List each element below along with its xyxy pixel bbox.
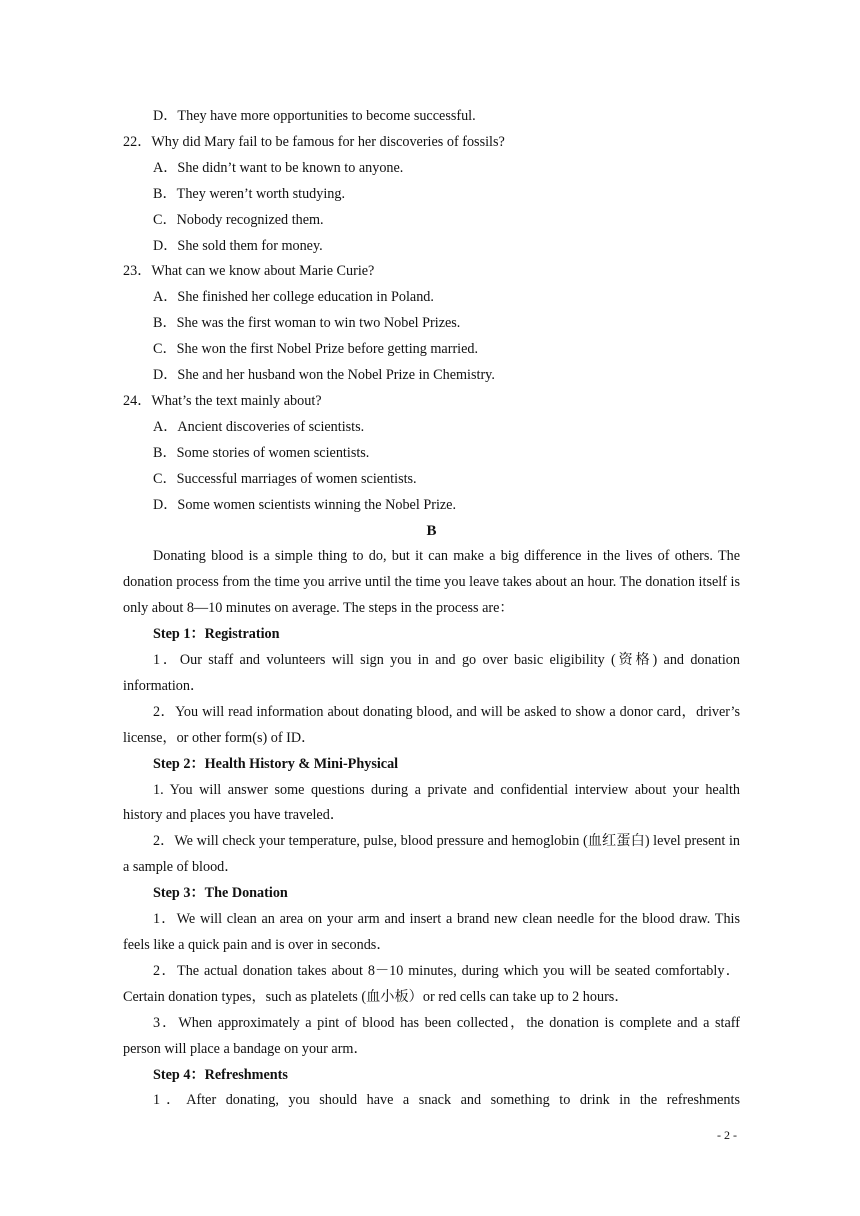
step1-paragraph-2: 2．You will read information about donating blood, and will be asked to show a donor card，driver’s license，or other form(s) of ID． xyxy=(123,703,740,746)
q23-question: 23．What can we know about Marie Curie? xyxy=(123,263,375,280)
section-b-intro: Donating blood is a simple thing to do, but it can make a big difference in the lives of others. The donation process from the time you arrive until the time you leave takes about an hour. The donation itself is only about 8—10 minutes on average. The steps in the process are： xyxy=(123,548,740,617)
step3-title: Step 3：The Donation xyxy=(153,885,288,902)
q23-option-c: C．She won the first Nobel Prize before getting married. xyxy=(153,341,479,358)
step1-title: Step 1：Registration xyxy=(153,626,280,643)
page-number: - 2 - xyxy=(717,1128,737,1142)
q22-option-d: D．She sold them for money. xyxy=(153,237,323,254)
step2-title: Step 2：Health History & Mini-Physical xyxy=(153,755,399,772)
q24-option-c: C．Successful marriages of women scientists. xyxy=(153,470,417,487)
q22-option-c: C．Nobody recognized them. xyxy=(153,211,324,228)
step2-paragraph-2: 2．We will check your temperature, pulse, blood pressure and hemoglobin (血红蛋白) level present in a sample of blood． xyxy=(123,833,740,876)
q22-option-a: A．She didn’t want to be known to anyone. xyxy=(153,159,404,176)
step2-paragraph-1: 1. You will answer some questions during a private and confidential interview about your health history and places you have traveled． xyxy=(123,781,740,824)
page-content xyxy=(123,104,740,1114)
q23-option-b: B．She was the first woman to win two Nobel Prizes. xyxy=(153,315,461,332)
q22-question: 22．Why did Mary fail to be famous for her discoveries of fossils? xyxy=(123,133,505,150)
step3-paragraph-3: 3．When approximately a pint of blood has been collected，the donation is complete and a staff person will place a bandage on your arm． xyxy=(123,1014,740,1057)
q22-option-b: B．They weren’t worth studying. xyxy=(153,185,346,202)
q23-option-a: A．She finished her college education in Poland. xyxy=(153,289,434,306)
q21-option-d: D．They have more opportunities to become successful. xyxy=(153,108,476,124)
step3-paragraph-1: 1．We will clean an area on your arm and insert a brand new clean needle for the blood draw. This feels like a quick pain and is over in seconds． xyxy=(123,911,740,953)
step3-paragraph-2: 2．The actual donation takes about 8－10 minutes, during which you will be seated comfortably．Certain donation types，such as platelets (血小板）or red cells can take up to 2 hours． xyxy=(123,962,740,1005)
q24-option-a: A．Ancient discoveries of scientists. xyxy=(153,418,365,435)
q24-option-b: B．Some stories of women scientists. xyxy=(153,444,370,461)
step4-title: Step 4：Refreshments xyxy=(153,1066,288,1083)
step4-paragraph-1: 1．After donating, you should have a snack and something to drink in the refreshments xyxy=(153,1092,740,1109)
q24-option-d: D．Some women scientists winning the Nobel Prize. xyxy=(153,496,457,513)
q24-question: 24．What’s the text mainly about? xyxy=(123,392,322,409)
step1-paragraph-1: 1．Our staff and volunteers will sign you in and go over basic eligibility (资格) and donation information． xyxy=(123,652,740,694)
q23-option-d: D．She and her husband won the Nobel Prize in Chemistry. xyxy=(153,367,495,384)
section-b-heading: B xyxy=(426,522,437,539)
